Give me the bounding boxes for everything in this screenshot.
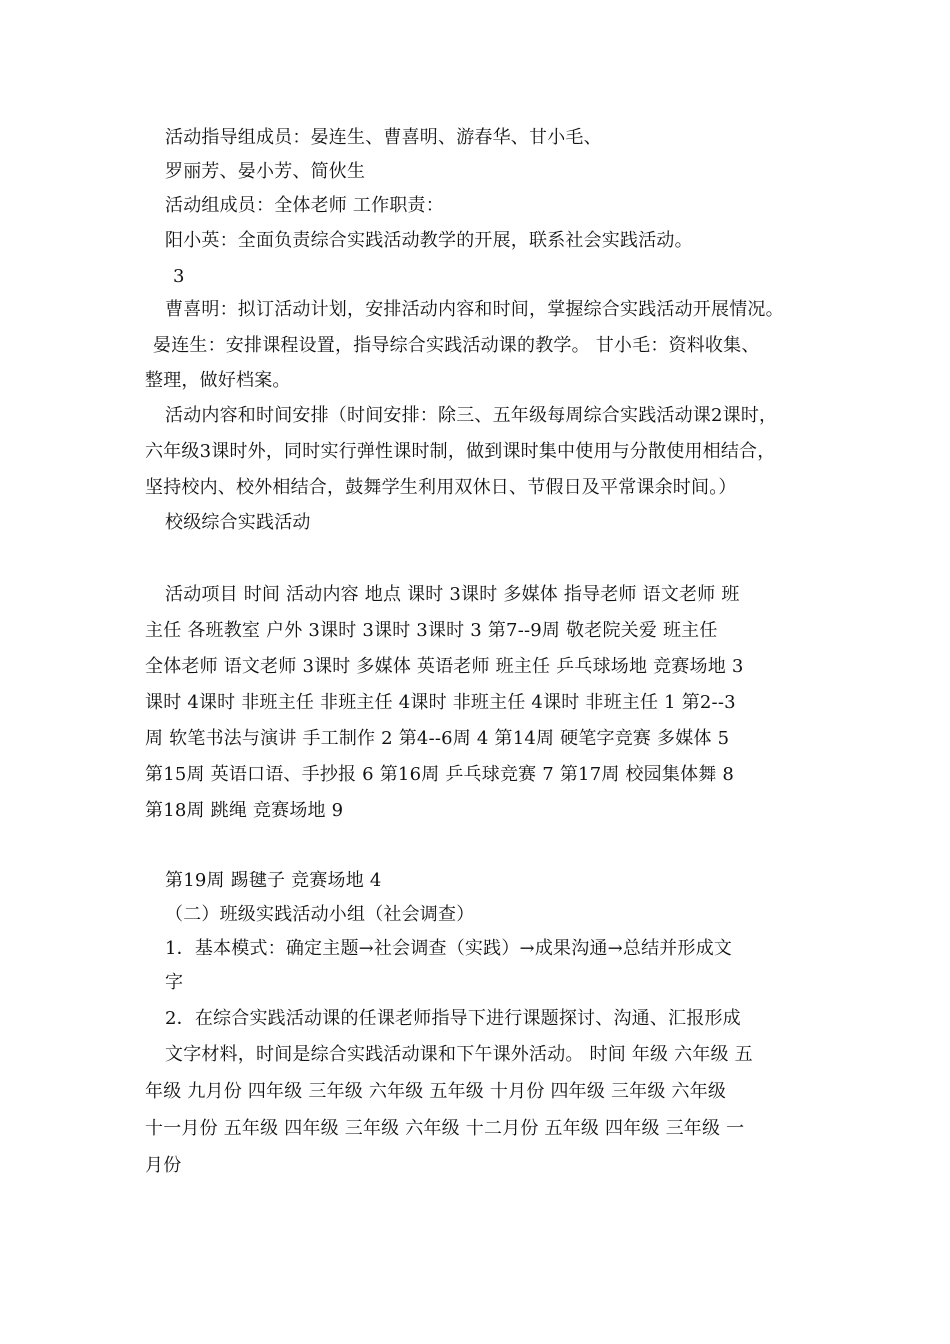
text-line: 2．在综合实践活动课的任课老师指导下进行课题探讨、沟通、汇报形成 bbox=[165, 1008, 741, 1029]
text-line: 晏连生：安排课程设置，指导综合实践活动课的教学。 甘小毛：资料收集、 bbox=[153, 335, 760, 356]
text-line: 曹喜明：拟订活动计划，安排活动内容和时间，掌握综合实践活动开展情况。 bbox=[165, 299, 784, 320]
text-line: 第18周 跳绳 竞赛场地 9 bbox=[145, 800, 344, 821]
text-line: 第19周 踢毽子 竞赛场地 4 bbox=[165, 870, 382, 891]
text-line: 六年级3课时外，同时实行弹性课时制，做到课时集中使用与分散使用相结合， bbox=[145, 441, 776, 462]
text-line: 文字材料，时间是综合实践活动课和下午课外活动。 时间 年级 六年级 五 bbox=[165, 1044, 753, 1065]
text-line: 罗丽芳、晏小芳、简伙生 bbox=[165, 161, 366, 182]
text-line: 1．基本模式：确定主题→社会调查（实践）→成果沟通→总结并形成文 bbox=[165, 938, 733, 959]
text-line: 课时 4课时 非班主任 非班主任 4课时 非班主任 4课时 非班主任 1 第2--3 bbox=[145, 692, 736, 713]
text-line: 校级综合实践活动 bbox=[165, 512, 311, 533]
text-line: 活动组成员：全体老师 工作职责： bbox=[165, 195, 444, 216]
text-line: 阳小英：全面负责综合实践活动教学的开展，联系社会实践活动。 bbox=[165, 230, 693, 251]
text-line: （二）班级实践活动小组（社会调查） bbox=[165, 904, 475, 925]
text-line: 全体老师 语文老师 3课时 多媒体 英语老师 班主任 乒乓球场地 竞赛场地 3 bbox=[145, 656, 744, 677]
text-line: 年级 九月份 四年级 三年级 六年级 五年级 十月份 四年级 三年级 六年级 bbox=[145, 1081, 727, 1102]
text-line: 活动内容和时间安排（时间安排：除三、五年级每周综合实践活动课2课时， bbox=[165, 405, 778, 426]
text-line: 活动指导组成员：晏连生、曹喜明、游春华、甘小毛、 bbox=[165, 127, 602, 148]
text-line: 3 bbox=[173, 266, 185, 287]
text-line: 第15周 英语口语、手抄报 6 第16周 乒乓球竞赛 7 第17周 校园集体舞 8 bbox=[145, 764, 735, 785]
text-line: 周 软笔书法与演讲 手工制作 2 第4--6周 4 第14周 硬笔字竞赛 多媒体 5 bbox=[145, 728, 730, 749]
text-line: 月份 bbox=[145, 1155, 182, 1176]
text-line: 活动项目 时间 活动内容 地点 课时 3课时 多媒体 指导老师 语文老师 班 bbox=[165, 584, 740, 605]
text-line: 字 bbox=[165, 972, 184, 993]
text-line: 坚持校内、校外相结合，鼓舞学生利用双休日、节假日及平常课余时间。） bbox=[145, 477, 737, 498]
text-line: 主任 各班教室 户外 3课时 3课时 3课时 3 第7--9周 敬老院关爱 班主任 bbox=[145, 620, 718, 641]
text-line: 十一月份 五年级 四年级 三年级 六年级 十二月份 五年级 四年级 三年级 一 bbox=[145, 1118, 745, 1139]
text-line: 整理，做好档案。 bbox=[145, 370, 291, 391]
